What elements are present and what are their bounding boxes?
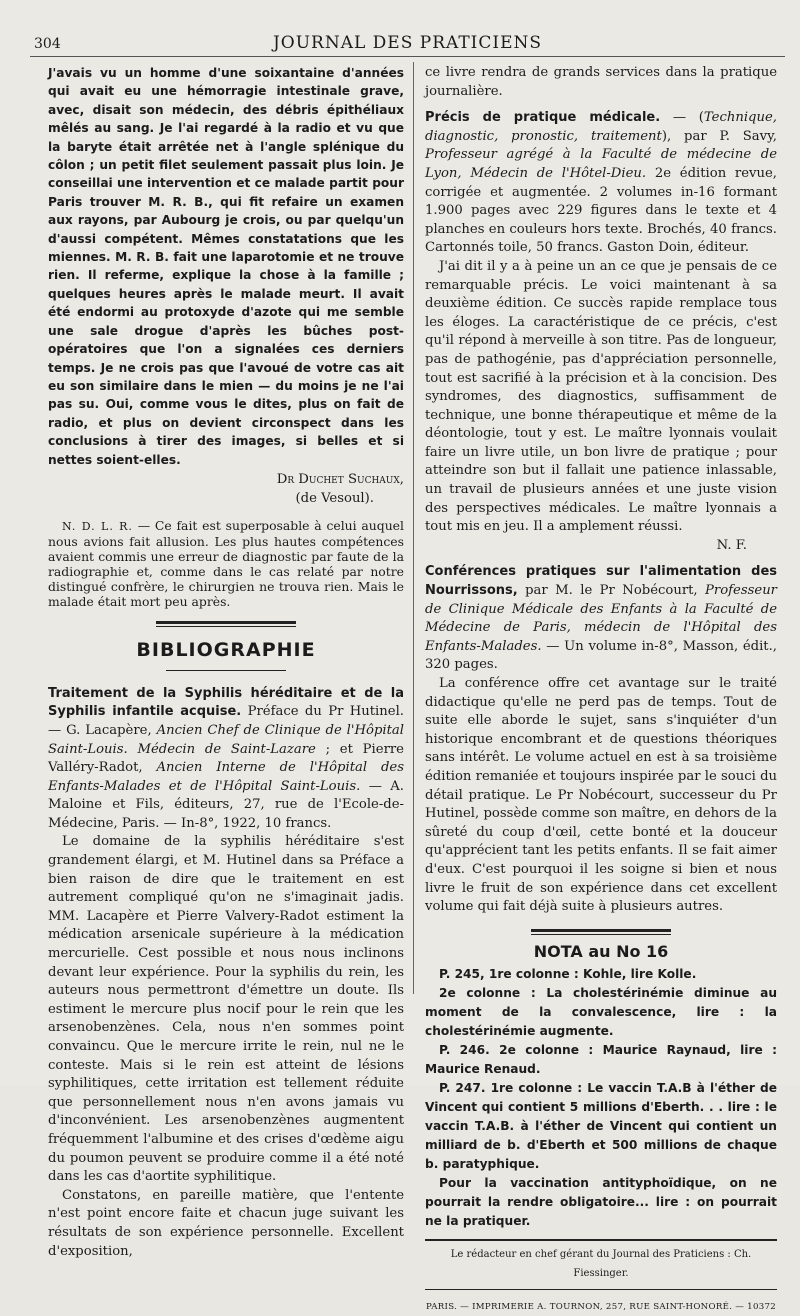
- book3-reference: [425, 563, 777, 675]
- nota-line: P. 246. 2e colonne : Maurice Raynaud, lire : Maurice Renaud.: [425, 1041, 777, 1079]
- book1-meta-a: Préface du Pr Hutinel. — G. Lacapère,: [48, 704, 404, 738]
- letter-signature-place: (de Vesoul).: [48, 490, 374, 509]
- book1-meta-d: Ancien Interne de l'Hôpital des Enfants-Malades et de l'Hôpital Saint-Louis.: [48, 760, 404, 794]
- book1-reference: [48, 685, 404, 834]
- letter-paragraph: J'avais vu un homme d'une soixantaine d'années qui avait eu une hémorragie intestinale grave, avec, disait son médecin, des débris épithéliaux mêlés au sang. Je l'ai regardé à la radio et vu que la baryte était arrêtée net à l'angle splénique du côlon ; un petit filet seulement passait plus loin. Je conseillai une intervention et ce malade partit pour Paris trouver M. R. B., qui fit refaire un examen aux rayons, par Aubourg je crois, ou par quelqu'un d'aussi compétent. Mêmes constatations que les miennes. M. R. B. fait une laparotomie et ne trouve rien. Il referme, explique la chose à la famille ; quelques heures après le malade meurt. Il avait été endormi au protoxyde d'azote qui me semble une sale drogue d'après les bûches post-opératoires que l'on a signalées ces derniers temps. Je ne crois pas que l'avoué de votre cas ait eu son similaire dans le mien — du moins je ne l'ai pas su. Oui, comme vous le dites, plus on fait de radio, et plus on devient circonspect dans les conclusions à tirer des images, si belles et si nettes soient-elles.: [48, 64, 404, 469]
- book1-meta-e: — A. Maloine et Fils, éditeurs, 27, rue de l'Ecole-de-Médecine, Paris. — In-8°, 1922, 10 francs.: [48, 779, 404, 831]
- book1-meta-b: Ancien Chef de Clinique de l'Hôpital Saint-Louis. Médecin de Saint-Lazare: [48, 723, 404, 757]
- book2-meta-c: ), par P. Savy,: [662, 129, 777, 144]
- running-head: [30, 30, 785, 57]
- book3-meta-b: Professeur de Clinique Médicale des Enfants à la Faculté de Médecine de Paris, médecin de l'Hôpital des Enfants-Malades.: [425, 583, 777, 654]
- book3-title: Conférences pratiques sur l'alimentation des Nourrissons,: [425, 564, 777, 598]
- section-rule-thin: [166, 670, 286, 671]
- nota-heading: NOTA au No 16: [425, 943, 777, 962]
- book2-meta-a: — (: [673, 110, 704, 125]
- section-heading: BIBLIOGRAPHIE: [48, 641, 404, 660]
- book1-title: Traitement de la Syphilis héréditaire et de la Syphilis infantile acquise.: [48, 686, 404, 720]
- nota-line: P. 245, 1re colonne : Kohle, lire Kolle.: [425, 965, 777, 984]
- page-number: 304: [34, 36, 61, 52]
- note-text: — Ce fait est superposable à celui auquel nous avions fait allusion. Les plus hautes compétences avaient commis une erreur de diagnostic par faute de la radiographie et, comme dans le cas relaté par notre distingué confrère, le chirurgien ne trouva rien. Mais le malade était mort peu après.: [48, 518, 404, 609]
- book2-review-paragraph: J'ai dit il y a à peine un an ce que je pensais de ce remarquable précis. Le voici maintenant à sa deuxième édition. Ce succès rapide remplace tous les éloges. La caractéristique de ce précis, c'est qu'il répond à merveille à son titre. Pas de longueur, pas de pathogénie, pas d'appréciation personnelle, tout est sacrifié à la précision et à la concision. Des syndromes, des diagnostics, suffisamment de technique, une bonne thérapeutique et même de la déontologie, tout y est. Le maître lyonnais voulait faire un livre utile, un bon livre de pratique ; pour atteindre son but il fallait une patience inlassable, un travail de plusieurs années et une juste vision des perspectives médicales. Le maître lyonnais a tout mis en jeu. Il a amplement réussi.: [425, 258, 777, 537]
- right-column: [425, 64, 777, 1316]
- printer-line: PARIS. — IMPRIMERIE A. TOURNON, 257, RUE SAINT-HONORÉ. — 10372: [425, 1298, 777, 1316]
- journal-title: JOURNAL DES PRATICIENS: [30, 33, 785, 53]
- nota-line: Pour la vaccination antityphoïdique, on ne pourrait la rendre obligatoire... lire : on pourrait ne la pratiquer.: [425, 1174, 777, 1231]
- book3-meta-a: par M. le Pr Nobécourt,: [525, 583, 698, 598]
- book1-review-paragraph-1: Le domaine de la syphilis héréditaire s'est grandement élargi, et M. Hutinel dans sa Préface a bien raison de dire que le traitement en est autrement compliqué qu'on ne s'imaginait jadis. MM. Lacapère et Pierre Valvery-Radot estiment la médication arsenicale supérieure à la médication mercurielle. Cest possible et nous nous inclinons devant leur expérience. Pour la syphilis du rein, les auteurs nous permettront d'émettre un doute. Ils estiment le mercure plus nocif pour le rein que les arsenobenzènes. Cela, nous n'en sommes point convaincu. Que le mercure irrite le rein, nul ne le conteste. Mais si le rein est atteint de lésions syphilitiques, cette irritation est tellement réduite que personnellement nous n'en avons jamais vu d'inconvénient. Les arsenobenzènes augmentent fréquemment l'albumine et des crises d'œdème aigu du poumon peuvent se produire comme il a été noté dans les cas d'aortite syphilitique.: [48, 833, 404, 1186]
- book2-meta-b: Technique, diagnostic, pronostic, traitement: [425, 110, 777, 144]
- book1-review-paragraph-2: Constatons, en pareille matière, que l'entente n'est point encore faite et chacun juge suivant les résultats de son expérience personnelle. Excellent d'exposition,: [48, 1187, 404, 1261]
- footer-rule: [425, 1239, 777, 1241]
- nota-line: 2e colonne : La cholestérinémie diminue au moment de la convalescence, lire : la cholestérinémie augmente.: [425, 984, 777, 1041]
- editor-note: [48, 518, 404, 609]
- section-rule: [156, 621, 296, 627]
- book2-meta-e: 2e édition revue, corrigée et augmentée. 2 volumes in-16 formant 1.900 pages avec 229 figures dans le texte et 4 planches en couleurs hors texte. Brochés, 40 francs. Cartonnés toile, 50 francs. Gaston Doin, éditeur.: [425, 166, 777, 255]
- book2-review-signature: N. F.: [425, 537, 747, 556]
- book1-meta-c: ; et Pierre Valléry-Radot,: [48, 742, 404, 776]
- book3-meta-c: — Un volume in-8°, Masson, édit., 320 pages.: [425, 639, 777, 673]
- editor-in-chief-note: Le rédacteur en chef gérant du Journal des Praticiens : Ch. Fiessinger.: [425, 1246, 777, 1283]
- letter-signature-name: Dr Duchet Suchaux,: [48, 471, 404, 490]
- book2-title: Précis de pratique médicale.: [425, 110, 660, 125]
- footer-rule-thin: [425, 1289, 777, 1290]
- nota-line: P. 247. 1re colonne : Le vaccin T.A.B à l'éther de Vincent qui contient 5 millions d'Eberth. . . lire : le vaccin T.A.B. à l'éther de Vincent qui contient un milliard de b. d'Eberth et 500 millions de chaque b. paratyphique.: [425, 1079, 777, 1174]
- book2-reference: [425, 109, 777, 258]
- nota-rule: [531, 929, 671, 935]
- book2-meta-d: Professeur agrégé à la Faculté de médecine de Lyon, Médecin de l'Hôtel-Dieu.: [425, 147, 777, 181]
- column-divider: [413, 62, 414, 994]
- book3-review-paragraph: La conférence offre cet avantage sur le traité didactique qu'elle ne perd pas de temps. Tout de suite elle aborde le sujet, sans s'inquiéter d'un historique encombrant et de questions théoriques sans intérêt. Le volume actuel en est à sa troisième édition remaniée et toujours inspirée par le souci du détail pratique. Le Pr Nobécourt, successeur du Pr Hutinel, possède comme son maître, en dehors de la sûreté du coup d'œil, cette bonté et la douceur qu'apprécient tant les petits enfants. Il se fait aimer d'eux. C'est pourquoi il les soigne si bien et nous livre le fruit de son expérience dans cet excellent volume qui fait déjà suite à plusieurs autres.: [425, 675, 777, 917]
- note-label: N. D. L. R.: [62, 520, 133, 533]
- left-column: [48, 64, 404, 1261]
- book1-review-continuation: ce livre rendra de grands services dans la pratique journalière.: [425, 64, 777, 101]
